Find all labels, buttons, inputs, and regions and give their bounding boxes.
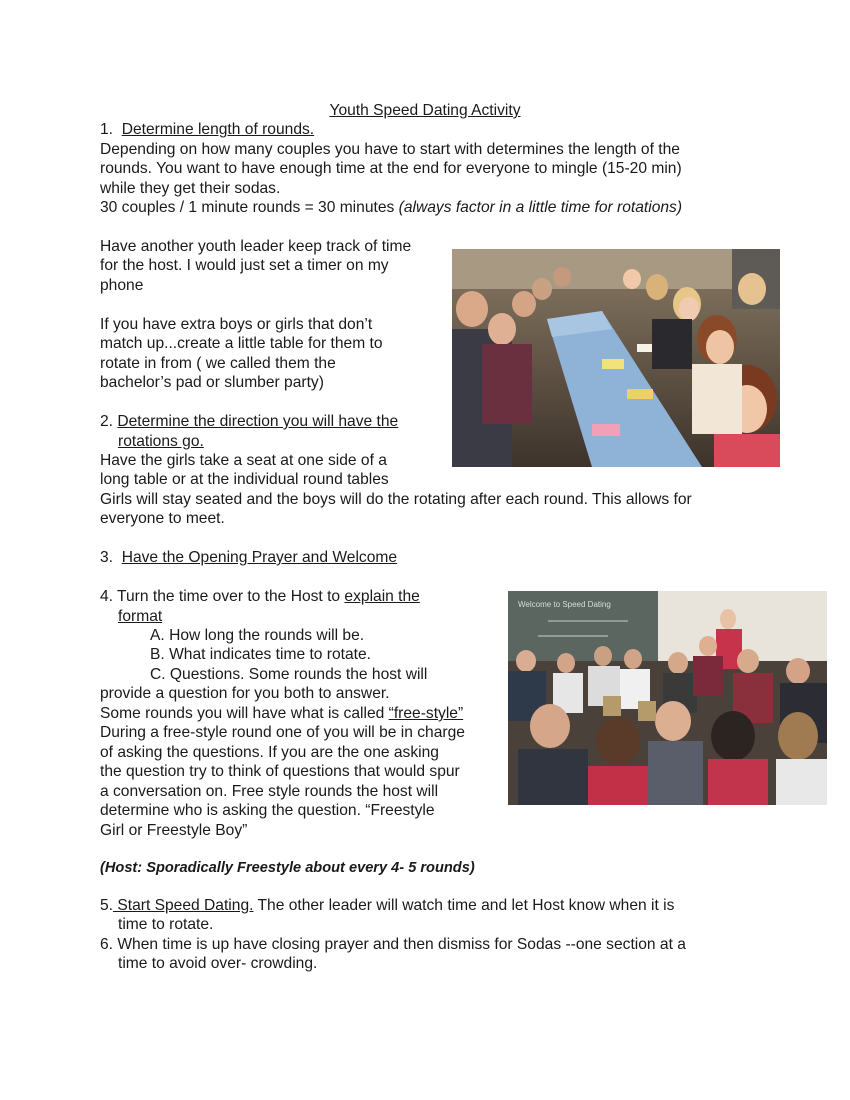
- step3-number: 3.: [100, 549, 114, 566]
- step4-freestyle-prefix: Some rounds you will have what is called: [100, 705, 389, 722]
- step4-link-cont: format: [118, 608, 163, 625]
- extras-line: rotate in from ( we called them the: [100, 355, 336, 372]
- step4-cont: provide a question for you both to answer.: [100, 685, 390, 702]
- photo-classroom: [508, 591, 827, 805]
- step1-formula-note: (always factor in a little time for rotations): [398, 199, 683, 216]
- step4-item: A. How long the rounds will be.: [150, 627, 365, 644]
- step1-line: Depending on how many couples you have to start with determines the length of the: [100, 141, 680, 158]
- step1-heading-row: [100, 120, 314, 140]
- step1-formula-row: [100, 198, 682, 218]
- step4-item: B. What indicates time to rotate.: [150, 646, 372, 663]
- timekeeper-line: Have another youth leader keep track of time: [100, 238, 412, 255]
- host-note: (Host: Sporadically Freestyle about every 4- 5 rounds): [100, 860, 475, 876]
- step1-heading: Determine length of rounds.: [121, 121, 315, 138]
- extras-line: bachelor’s pad or slumber party): [100, 374, 324, 391]
- step3-heading-row: [100, 548, 397, 568]
- step1-formula: 30 couples / 1 minute rounds = 30 minutes: [100, 199, 399, 216]
- timekeeper-line: for the host. I would just set a timer on my: [100, 257, 389, 274]
- page-title: Youth Speed Dating Activity: [329, 102, 521, 119]
- step5-text-cont: time to rotate.: [118, 916, 214, 933]
- step2-line: Girls will stay seated and the boys will do the rotating after each round. This allows for: [100, 491, 692, 508]
- chalkboard-text: Welcome to Speed Dating: [518, 600, 611, 609]
- step2-heading-row: [100, 412, 398, 432]
- step3-heading: Have the Opening Prayer and Welcome: [121, 549, 398, 566]
- photo-long-table: [452, 249, 780, 467]
- timekeeper-line: phone: [100, 277, 144, 294]
- step2-number: 2.: [100, 413, 114, 430]
- step4-prefix: 4. Turn the time over to the Host to: [100, 588, 345, 605]
- step4-line: determine who is asking the question. “Freestyle: [100, 802, 435, 819]
- step4-line: of asking the questions. If you are the one asking: [100, 744, 439, 761]
- step1-line: while they get their sodas.: [100, 180, 281, 197]
- step4-link: explain the: [344, 588, 420, 605]
- photo-icon: [452, 249, 780, 467]
- photo-icon: [508, 591, 827, 805]
- step5-heading-row: [100, 896, 674, 916]
- step1-line: rounds. You want to have enough time at the end for everyone to mingle (15-20 min): [100, 160, 682, 177]
- step2-line: Have the girls take a seat at one side of a: [100, 452, 387, 469]
- extras-line: If you have extra boys or girls that don’t: [100, 316, 373, 333]
- extras-line: match up...create a little table for them to: [100, 335, 383, 352]
- step2-line: everyone to meet.: [100, 510, 225, 527]
- step4-line: Girl or Freestyle Boy”: [100, 822, 248, 839]
- step4-heading-row: [100, 587, 420, 607]
- step1-number: 1.: [100, 121, 114, 138]
- step2-heading-cont: rotations go.: [118, 433, 204, 450]
- step5-heading: Start Speed Dating.: [113, 897, 254, 914]
- step6-line: 6. When time is up have closing prayer and then dismiss for Sodas --one section at a: [100, 936, 686, 953]
- step4-freestyle-row: [100, 704, 463, 724]
- step4-line: a conversation on. Free style rounds the host will: [100, 783, 439, 800]
- step2-heading: Determine the direction you will have the: [117, 413, 399, 430]
- step6-line-cont: time to avoid over- crowding.: [118, 955, 318, 972]
- step2-line: long table or at the individual round tables: [100, 471, 389, 488]
- step4-item: C. Questions. Some rounds the host will: [150, 666, 428, 683]
- step4-freestyle-link: “free-style”: [388, 705, 464, 722]
- step5-number: 5.: [100, 897, 114, 914]
- step4-line: the question try to think of questions that would spur: [100, 763, 460, 780]
- step4-line: During a free-style round one of you will be in charge: [100, 724, 465, 741]
- step5-text: The other leader will watch time and let Host know when it is: [253, 897, 675, 914]
